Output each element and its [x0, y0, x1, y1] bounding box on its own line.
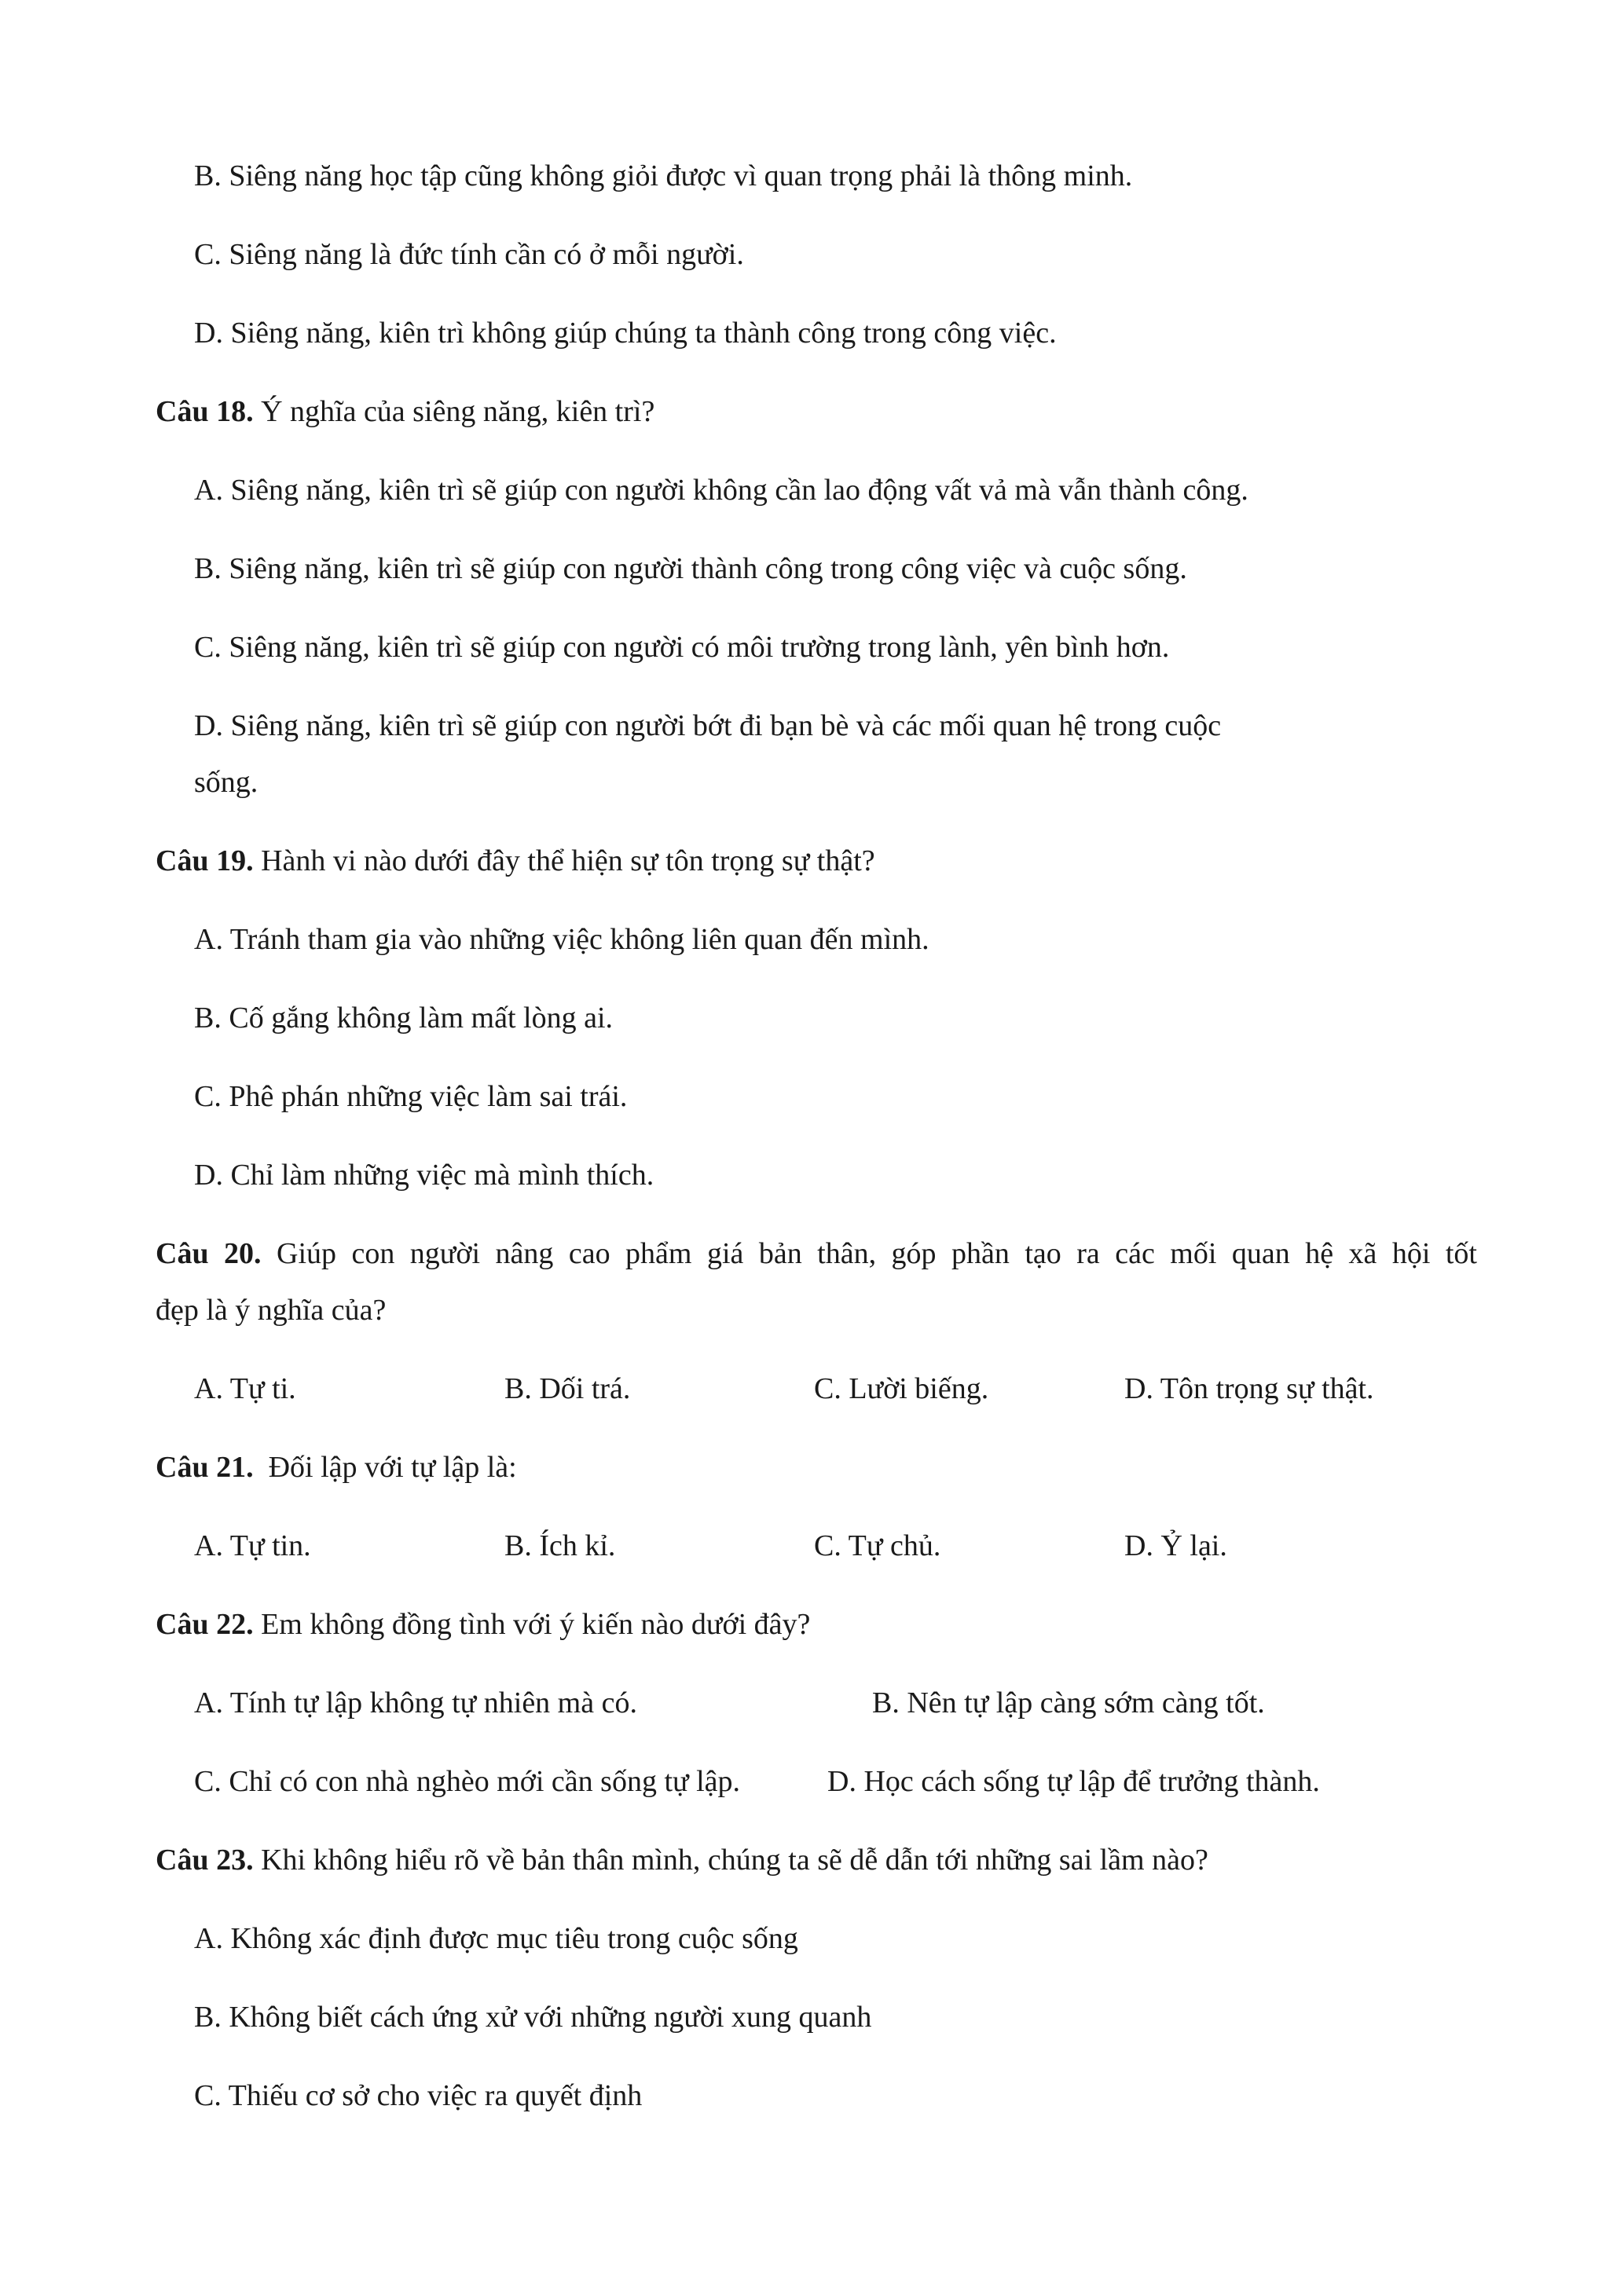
q21-option-b: B. Ích kỉ.: [504, 1529, 616, 1562]
question-label: Câu 19.: [156, 844, 254, 877]
question-23: [156, 1841, 1208, 1879]
q20-option-c: C. Lười biếng.: [814, 1372, 989, 1405]
q18-option-a: A. Siêng năng, kiên trì sẽ giúp con người không cần lao động vất vả mà vẫn thành công.: [194, 474, 1248, 507]
q21-option-c: C. Tự chủ.: [814, 1529, 941, 1562]
question-label: Câu 23.: [156, 1844, 254, 1877]
question-label: Câu 18.: [156, 395, 254, 428]
question-label: Câu 21.: [156, 1451, 254, 1484]
question-text: Khi không hiểu rõ về bản thân mình, chúng ta sẽ dễ dẫn tới những sai lầm nào?: [253, 1844, 1208, 1877]
q18-option-d-line2: sống.: [194, 766, 258, 799]
question-text: Ý nghĩa của siêng năng, kiên trì?: [253, 395, 655, 428]
q19-option-c: C. Phê phán những việc làm sai trái.: [194, 1080, 628, 1113]
q17-option-c: C. Siêng năng là đức tính cần có ở mỗi người.: [194, 238, 744, 271]
q20-option-a: A. Tự ti.: [194, 1372, 296, 1405]
q18-option-b: B. Siêng năng, kiên trì sẽ giúp con người thành công trong công việc và cuộc sống.: [194, 552, 1187, 585]
q18-option-d-line1: D. Siêng năng, kiên trì sẽ giúp con người bớt đi bạn bè và các mối quan hệ trong cuộc: [194, 709, 1222, 742]
q22-option-a: A. Tính tự lập không tự nhiên mà có.: [194, 1686, 637, 1719]
q17-option-d: D. Siêng năng, kiên trì không giúp chúng ta thành công trong công việc.: [194, 317, 1057, 350]
question-22: [156, 1606, 810, 1643]
q23-option-c: C. Thiếu cơ sở cho việc ra quyết định: [194, 2079, 643, 2112]
question-20: [156, 1235, 1477, 1329]
q18-option-c: C. Siêng năng, kiên trì sẽ giúp con người có môi trường trong lành, yên bình hơn.: [194, 631, 1170, 664]
question-text: Giúp con người nâng cao phẩm giá bản thân, góp phần tạo ra các mối quan hệ xã hội tốt: [261, 1237, 1477, 1270]
q23-option-b: B. Không biết cách ứng xử với những người xung quanh: [194, 2001, 872, 2034]
q22-option-b: B. Nên tự lập càng sớm càng tốt.: [872, 1686, 1265, 1719]
question-20-line2: đẹp là ý nghĩa của?: [156, 1294, 387, 1327]
question-20-line1: [156, 1235, 1477, 1273]
q21-option-a: A. Tự tin.: [194, 1529, 311, 1562]
q22-option-c: C. Chỉ có con nhà nghèo mới cần sống tự lập.: [194, 1765, 741, 1798]
question-text: Hành vi nào dưới đây thể hiện sự tôn trọng sự thật?: [253, 844, 875, 877]
q19-option-a: A. Tránh tham gia vào những việc không liên quan đến mình.: [194, 923, 929, 956]
q23-option-a: A. Không xác định được mục tiêu trong cuộc sống: [194, 1922, 798, 1955]
question-18: [156, 393, 654, 430]
q22-option-d: D. Học cách sống tự lập để trưởng thành.: [827, 1765, 1320, 1798]
q17-option-b: B. Siêng năng học tập cũng không giỏi được vì quan trọng phải là thông minh.: [194, 159, 1133, 192]
q19-option-b: B. Cố gắng không làm mất lòng ai.: [194, 1002, 614, 1034]
question-text: Em không đồng tình với ý kiến nào dưới đây?: [253, 1608, 811, 1641]
question-label: Câu 22.: [156, 1608, 254, 1641]
question-text: Đối lập với tự lập là:: [253, 1451, 517, 1484]
q20-option-d: D. Tôn trọng sự thật.: [1124, 1372, 1374, 1405]
q20-option-b: B. Dối trá.: [504, 1372, 631, 1405]
q21-option-d: D. Ỷ lại.: [1124, 1529, 1227, 1562]
question-label: Câu 20.: [156, 1237, 262, 1270]
question-19: [156, 842, 875, 880]
q19-option-d: D. Chỉ làm những việc mà mình thích.: [194, 1159, 654, 1192]
question-21: [156, 1448, 517, 1486]
